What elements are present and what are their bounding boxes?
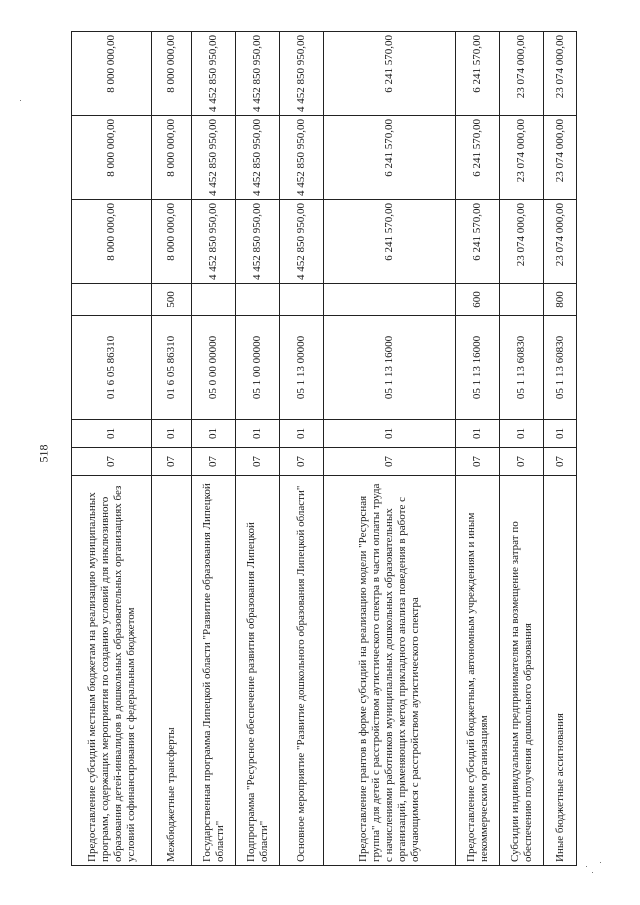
target-article-code: 05 1 13 60830 — [544, 316, 577, 420]
expense-type-code — [500, 284, 544, 316]
row-name: Государственная программа Липецкой области "Развитие образования Липецкой области" — [192, 476, 236, 866]
table-row — [456, 32, 500, 866]
table-row — [500, 32, 544, 866]
expense-type-code: 500 — [152, 284, 192, 316]
amount-col-3: 23 074 000,00 — [544, 32, 577, 116]
table-row — [192, 32, 236, 866]
subsection-code: 01 — [324, 420, 456, 448]
subsection-code: 01 — [236, 420, 280, 448]
amount-col-2: 8 000 000,00 — [72, 116, 152, 200]
subsection-code: 01 — [456, 420, 500, 448]
subsection-code: 01 — [192, 420, 236, 448]
amount-col-1: 4 452 850 950,00 — [236, 200, 280, 284]
amount-col-1: 23 074 000,00 — [500, 200, 544, 284]
amount-col-2: 23 074 000,00 — [544, 116, 577, 200]
target-article-code: 05 1 13 16000 — [456, 316, 500, 420]
row-name: Подпрограмма "Ресурсное обеспечение развития образования Липецкой области" — [236, 476, 280, 866]
row-name: Предоставление грантов в форме субсидий на реализацию модели "Ресурсная группа" для детей с расстройством аутистического спектра в части оплаты труда с начислениями работников муниципальных дошкольных образовательных организаций, применяющих метод прикладного анализа поведения в работе с обучающимися с расстройством аутистического спектра — [324, 476, 456, 866]
page-number: 518 — [36, 444, 51, 463]
rotated-page-content — [71, 32, 576, 866]
amount-col-1: 6 241 570,00 — [324, 200, 456, 284]
target-article-code: 05 0 00 00000 — [192, 316, 236, 420]
expense-type-code: 600 — [456, 284, 500, 316]
target-article-code: 01 6 05 86310 — [72, 316, 152, 420]
row-name: Межбюджетные трансферты — [152, 476, 192, 866]
section-code: 07 — [280, 448, 324, 476]
subsection-code: 01 — [500, 420, 544, 448]
row-name: Предоставление субсидий местным бюджетам на реализацию муниципальных программ, содержащих мероприятия по созданию условий для инклюзивного образования детей-инвалидов в дошкольных образовательных организациях без условий софинансирования с федеральным бюджетом — [72, 476, 152, 866]
row-name: Основное мероприятие "Развитие дошкольного образования Липецкой области" — [280, 476, 324, 866]
amount-col-2: 23 074 000,00 — [500, 116, 544, 200]
amount-col-3: 4 452 850 950,00 — [236, 32, 280, 116]
expense-type-code: 800 — [544, 284, 577, 316]
expense-type-code — [236, 284, 280, 316]
row-name: Предоставление субсидий бюджетным, автономным учреждениям и иным некоммерческим организациям — [456, 476, 500, 866]
section-code: 07 — [456, 448, 500, 476]
amount-col-1: 8 000 000,00 — [152, 200, 192, 284]
expense-type-code — [324, 284, 456, 316]
row-name: Иные бюджетные ассигнования — [544, 476, 577, 866]
subsection-code: 01 — [544, 420, 577, 448]
section-code: 07 — [192, 448, 236, 476]
scan-speck — [586, 866, 587, 867]
table-body — [72, 32, 577, 866]
amount-col-3: 6 241 570,00 — [456, 32, 500, 116]
section-code: 07 — [72, 448, 152, 476]
target-article-code: 01 6 05 86310 — [152, 316, 192, 420]
subsection-code: 01 — [72, 420, 152, 448]
target-article-code: 05 1 13 16000 — [324, 316, 456, 420]
target-article-code: 05 1 13 00000 — [280, 316, 324, 420]
amount-col-2: 6 241 570,00 — [456, 116, 500, 200]
target-article-code: 05 1 13 60830 — [500, 316, 544, 420]
amount-col-1: 4 452 850 950,00 — [192, 200, 236, 284]
row-name: Субсидии индивидуальным предпринимателям на возмещение затрат по обеспечению получения дошкольного образования — [500, 476, 544, 866]
scan-speck — [20, 100, 21, 101]
target-article-code: 05 1 00 00000 — [236, 316, 280, 420]
amount-col-3: 23 074 000,00 — [500, 32, 544, 116]
amount-col-1: 8 000 000,00 — [72, 200, 152, 284]
amount-col-3: 6 241 570,00 — [324, 32, 456, 116]
subsection-code: 01 — [280, 420, 324, 448]
amount-col-3: 8 000 000,00 — [72, 32, 152, 116]
expense-type-code — [192, 284, 236, 316]
amount-col-3: 4 452 850 950,00 — [192, 32, 236, 116]
amount-col-2: 4 452 850 950,00 — [280, 116, 324, 200]
section-code: 07 — [324, 448, 456, 476]
budget-table — [71, 31, 577, 866]
amount-col-3: 8 000 000,00 — [152, 32, 192, 116]
table-row — [324, 32, 456, 866]
section-code: 07 — [544, 448, 577, 476]
table-row — [280, 32, 324, 866]
amount-col-3: 4 452 850 950,00 — [280, 32, 324, 116]
table-row — [72, 32, 152, 866]
expense-type-code — [72, 284, 152, 316]
amount-col-1: 23 074 000,00 — [544, 200, 577, 284]
amount-col-2: 6 241 570,00 — [324, 116, 456, 200]
section-code: 07 — [236, 448, 280, 476]
table-row — [544, 32, 577, 866]
amount-col-1: 4 452 850 950,00 — [280, 200, 324, 284]
scan-speck — [600, 862, 601, 863]
section-code: 07 — [152, 448, 192, 476]
amount-col-1: 6 241 570,00 — [456, 200, 500, 284]
subsection-code: 01 — [152, 420, 192, 448]
section-code: 07 — [500, 448, 544, 476]
amount-col-2: 4 452 850 950,00 — [192, 116, 236, 200]
table-row — [152, 32, 192, 866]
amount-col-2: 4 452 850 950,00 — [236, 116, 280, 200]
table-row — [236, 32, 280, 866]
scan-speck — [592, 872, 593, 873]
amount-col-2: 8 000 000,00 — [152, 116, 192, 200]
expense-type-code — [280, 284, 324, 316]
